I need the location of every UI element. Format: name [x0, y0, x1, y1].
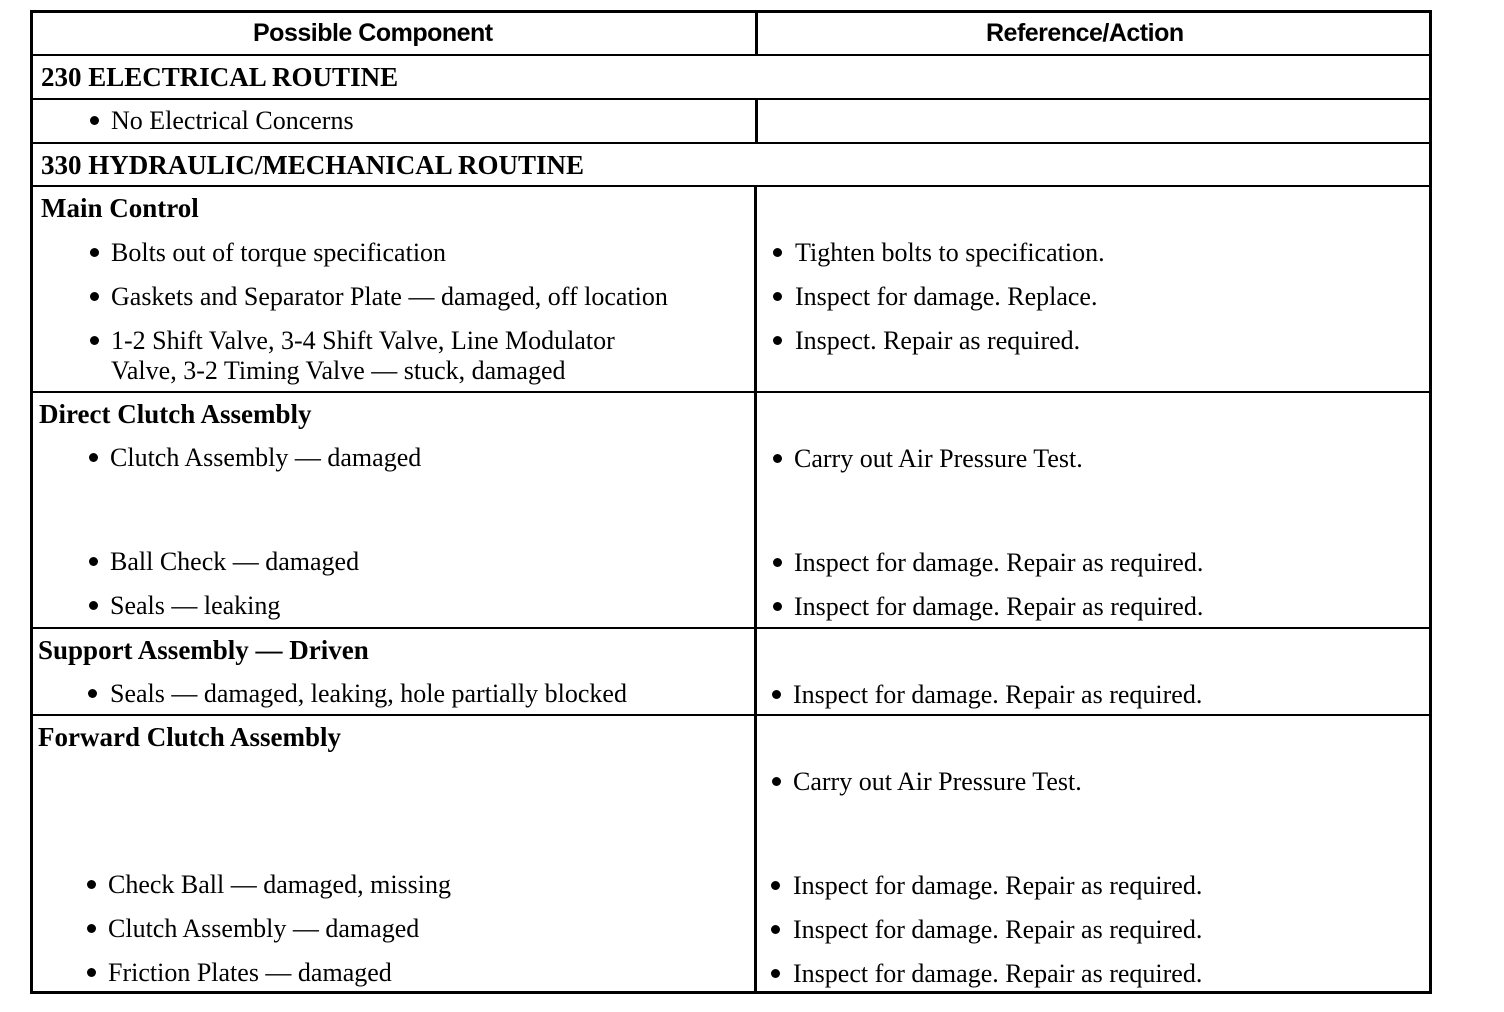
- action-tighten-bolts: Tighten bolts to specification.: [795, 238, 1105, 267]
- component-seals-damaged: Seals — damaged, leaking, hole partially blocked: [110, 679, 627, 708]
- bullet-icon: [90, 292, 99, 301]
- component-shift-valves-line1: 1-2 Shift Valve, 3-4 Shift Valve, Line Modulator: [111, 326, 615, 355]
- component-check-ball: Check Ball — damaged, missing: [108, 870, 452, 899]
- bullet-icon: [772, 777, 781, 786]
- header-reference-action: Reference/Action: [986, 19, 1184, 47]
- row-divider: [33, 714, 1429, 716]
- component-no-electrical-concerns: No Electrical Concerns: [111, 106, 354, 135]
- action-inspect-repair: Inspect for damage. Repair as required.: [793, 871, 1203, 900]
- bullet-icon: [773, 336, 782, 345]
- action-inspect-repair: Inspect for damage. Repair as required.: [794, 548, 1204, 577]
- action-inspect-repair: Inspect. Repair as required.: [795, 326, 1081, 355]
- column-divider: [754, 185, 757, 993]
- component-seals: Seals — leaking: [110, 591, 281, 620]
- bullet-icon: [773, 292, 782, 301]
- bullet-icon: [771, 881, 780, 890]
- bullet-icon: [773, 454, 782, 463]
- component-clutch-assembly: Clutch Assembly — damaged: [108, 914, 420, 943]
- bullet-icon: [87, 968, 96, 977]
- bullet-icon: [771, 969, 780, 978]
- bullet-icon: [89, 557, 98, 566]
- action-inspect-repair: Inspect for damage. Repair as required.: [793, 959, 1203, 988]
- bullet-icon: [87, 880, 96, 889]
- bullet-icon: [771, 925, 780, 934]
- row-divider: [33, 142, 1429, 144]
- row-divider: [33, 54, 1429, 56]
- component-clutch-assembly: Clutch Assembly — damaged: [110, 443, 422, 472]
- action-inspect-replace: Inspect for damage. Replace.: [795, 282, 1098, 311]
- bullet-icon: [90, 336, 99, 345]
- bullet-icon: [773, 602, 782, 611]
- section-title-230-electrical-routine: 230 ELECTRICAL ROUTINE: [41, 62, 399, 92]
- column-divider: [755, 98, 758, 144]
- row-divider: [33, 391, 1429, 393]
- bullet-icon: [772, 690, 781, 699]
- action-air-pressure-test: Carry out Air Pressure Test.: [794, 444, 1083, 473]
- row-divider: [33, 185, 1429, 187]
- action-inspect-repair: Inspect for damage. Repair as required.: [794, 592, 1204, 621]
- bullet-icon: [773, 248, 782, 257]
- bullet-icon: [89, 601, 98, 610]
- bullet-icon: [773, 558, 782, 567]
- group-title-direct-clutch-assembly: Direct Clutch Assembly: [39, 399, 312, 429]
- group-title-main-control: Main Control: [41, 193, 199, 223]
- bullet-icon: [90, 116, 99, 125]
- row-divider: [33, 627, 1429, 629]
- action-inspect-repair: Inspect for damage. Repair as required.: [793, 680, 1203, 709]
- column-divider: [755, 13, 758, 56]
- component-ball-check: Ball Check — damaged: [110, 547, 360, 576]
- component-friction-plates: Friction Plates — damaged: [108, 958, 392, 987]
- component-shift-valves-line2: Valve, 3-2 Timing Valve — stuck, damaged: [111, 356, 566, 385]
- bullet-icon: [89, 453, 98, 462]
- group-title-support-assembly-driven: Support Assembly — Driven: [38, 635, 369, 665]
- bullet-icon: [87, 924, 96, 933]
- row-divider: [33, 98, 1429, 100]
- header-possible-component: Possible Component: [253, 19, 493, 47]
- component-bolts: Bolts out of torque specification: [111, 238, 447, 267]
- bullet-icon: [88, 689, 97, 698]
- component-gaskets-separator-plate: Gaskets and Separator Plate — damaged, off location: [111, 282, 668, 311]
- diagnosis-table: [30, 10, 1432, 994]
- action-inspect-repair: Inspect for damage. Repair as required.: [793, 915, 1203, 944]
- action-air-pressure-test: Carry out Air Pressure Test.: [793, 767, 1082, 796]
- bullet-icon: [90, 248, 99, 257]
- section-title-330-hydraulic-mechanical-routine: 330 HYDRAULIC/MECHANICAL ROUTINE: [41, 150, 585, 180]
- group-title-forward-clutch-assembly: Forward Clutch Assembly: [38, 722, 341, 752]
